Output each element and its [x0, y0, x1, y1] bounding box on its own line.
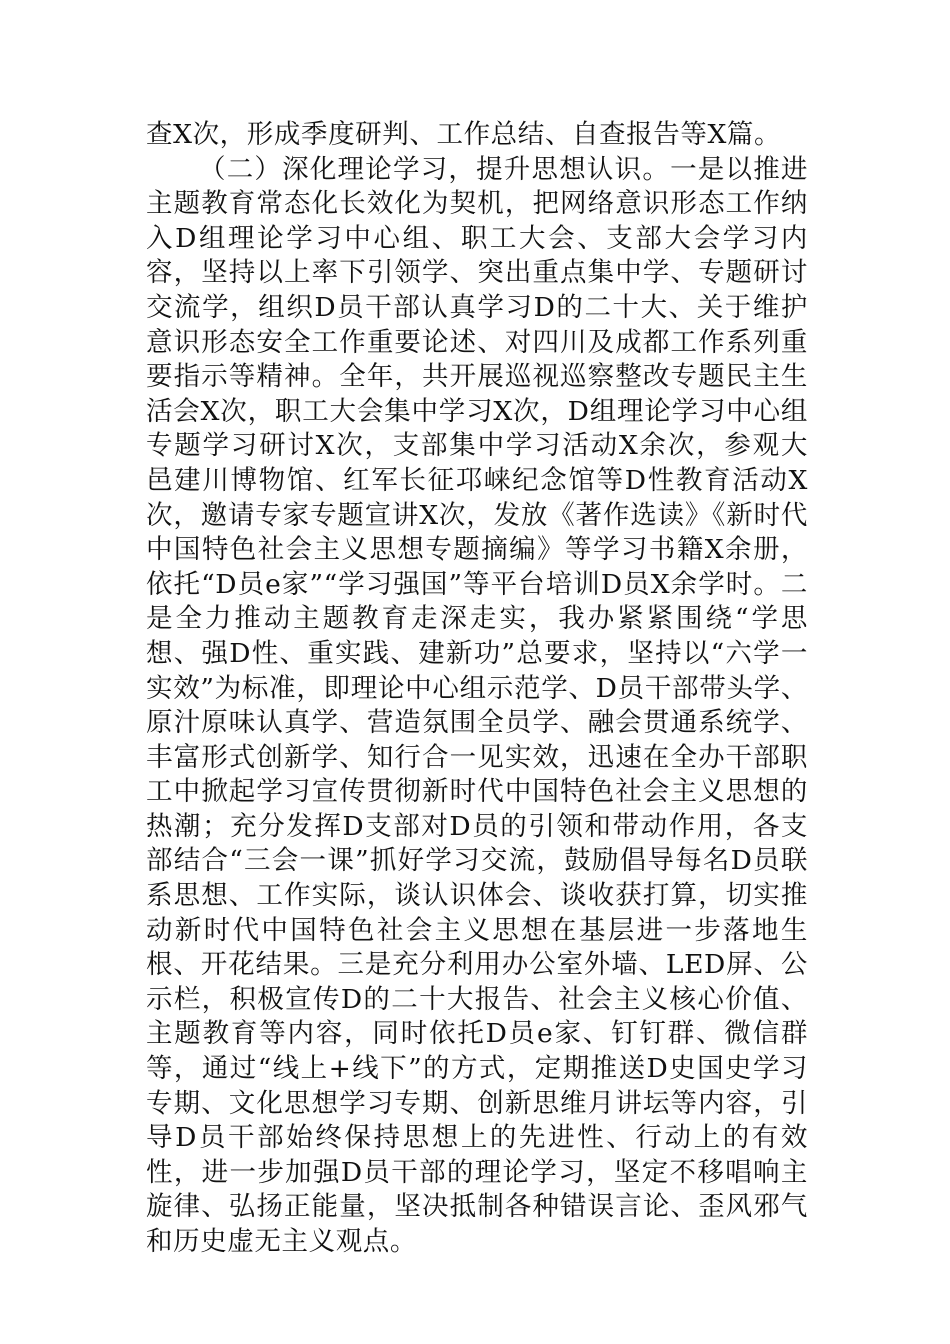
paragraph-section-2 — [146, 153, 808, 1260]
document-body — [146, 118, 808, 1260]
paragraph-continuation: 查X次，形成季度研判、工作总结、自查报告等X篇。 — [146, 119, 782, 150]
section-body-text: 一是以推进主题教育常态化长效化为契机，把网络意识形态工作纳入D组理论学习中心组、职工大会、支部大会学习内容，坚持以上率下引领学、突出重点集中学、专题研讨交流学，组织D员干部认真学习D的二十大、关于维护意识形态安全工作重要论述、对四川及成都工作系列重要指示等精神。全年，共开展巡视巡察整改专题民主生活会X次，职工大会集中学习X次，D组理论学习中心组专题学习研讨X次，支部集中学习活动X余次，参观大邑建川博物馆、红军长征邛崃纪念馆等D性教育活动X次，邀请专家专题宣讲X次，发放《著作选读》《新时代中国特色社会主义思想专题摘编》等学习书籍X余册，依托“D员e家”“学习强国”等平台培训D员X余学时。二是全力推动主题教育走深走实，我办紧紧围绕“学思想、强D性、重实践、建新功”总要求，坚持以“六学一实效”为标准，即理论中心组示范学、D员干部带头学、原汁原味认真学、营造氛围全员学、融会贯通系统学、丰富形式创新学、知行合一见实效，迅速在全办干部职工中掀起学习宣传贯彻新时代中国特色社会主义思想的热潮；充分发挥D支部对D员的引领和带动作用，各支部结合“三会一课”抓好学习交流，鼓励倡导每名D员联系思想、工作实际，谈认识体会、谈收获打算，切实推动新时代中国特色社会主义思想在基层进一步落地生根、开花结果。三是充分利用办公室外墙、LED屏、公示栏，积极宣传D的二十大报告、社会主义核心价值、主题教育等内容，同时依托D员e家、钉钉群、微信群等，通过“线上+线下”的方式，定期推送D史国史学习专期、文化思想学习专期、创新思维月讲坛等内容，引导D员干部始终保持思想上的先进性、行动上的有效性，进一步加强D员干部的理论学习，坚定不移唱响主旋律、弘扬正能量，坚决抵制各种错误言论、歪风邪气和历史虚无主义观点。 — [146, 153, 808, 1257]
section-heading: （二）深化理论学习，提升思想认识。 — [199, 153, 671, 185]
